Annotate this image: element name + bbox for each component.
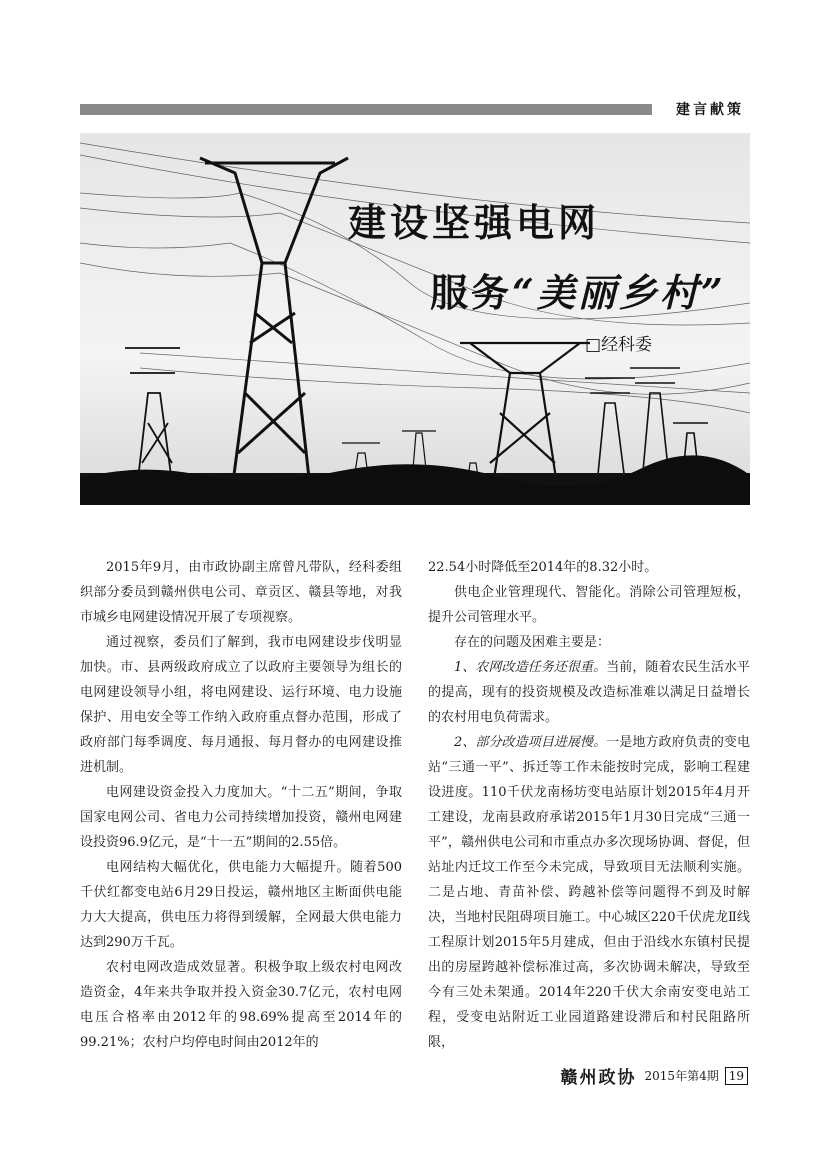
title-prefix: 服务: [430, 270, 513, 315]
paragraph: 电网建设资金投入力度加大。“十二五”期间，争取国家电网公司、省电力公司持续增加投资，赣州电网建设投资96.9亿元，是“十一五”期间的2.55倍。: [80, 785, 402, 850]
title-quoted: “美丽乡村”: [512, 270, 726, 315]
page-number: 19: [725, 1067, 748, 1085]
paragraph: 供电企业管理现代、智能化。消除公司管理短板，提升公司管理水平。: [428, 585, 750, 625]
paragraph: 22.54小时降低至2014年的8.32小时。: [428, 560, 658, 575]
byline-box: □: [585, 335, 602, 355]
issue-label: 2015年第4期: [644, 1069, 719, 1083]
paragraph: 农村电网改造成效显著。积极争取上级农村电网改造资金，4年来共争取并投入资金30.7亿元，农村电网电压合格率由2012年的98.69%提高至2014年的99.21%；农村户均停电时间由2012年的: [80, 960, 402, 1050]
paragraph: [428, 655, 750, 730]
page-footer: [561, 1063, 748, 1088]
header-rule: [80, 104, 652, 115]
paragraph: [428, 730, 750, 1055]
issue-heading-2: 2、部分改造项目进展慢。: [454, 735, 607, 750]
paragraph: 电网结构大幅优化，供电能力大幅提升。随着500千伏红都变电站6月29日投运，赣州地区主断面供电能力大大提高，供电压力将得到缓解，全网最大供电能力达到290万千瓦。: [80, 860, 402, 950]
paragraph: 2015年9月，由市政协副主席曾凡带队，经科委组织部分委员到赣州供电公司、章贡区、赣县等地，对我市城乡电网建设情况开展了专项视察。: [80, 560, 402, 625]
article-title-line1: 建设坚强电网: [348, 200, 601, 245]
hero-photo: [80, 133, 750, 505]
issue-body-2: 一是地方政府负责的变电站“三通一平”、拆迁等工作未能按时完成，影响工程建设进度。110千伏龙南杨坊变电站原计划2015年4月开工建设，龙南县政府承诺2015年1月30日完成“三通一平”，赣州供电公司和市重点办多次现场协调、督促，但站址内迁坟工作至今未完成，导致项目无法顺利实施。二是占地、青苗补偿、跨越补偿等问题得不到及时解决，当地村民阻碍项目施工。中心城区220千伏虎龙Ⅱ线工程原计划2015年5月建成，但由于沿线水东镇村民提出的房屋跨越补偿标准过高，多次协调未解决，导致至今有三处未架通。2014年220千伏大余南安变电站工程，受变电站附近工业园道路建设滞后和村民阻路所限，: [428, 735, 750, 1050]
section-tag: 建言献策: [676, 102, 744, 118]
byline-author: 经科委: [601, 335, 653, 355]
issue-heading-1: 1、农网改造任务还很重。: [454, 660, 607, 675]
issue-body-1: 当前，随着农民生活水平的提高，现有的投资规模及改造标准难以满足日益增长的农村用电负荷需求。: [428, 660, 750, 725]
article-right-column: [428, 555, 750, 1055]
magazine-name: 赣州政协: [560, 1068, 637, 1088]
paragraph: 通过视察，委员们了解到，我市电网建设步伐明显加快。市、县两级政府成立了以政府主要领导为组长的电网建设领导小组，将电网建设、运行环境、电力设施保护、用电安全等工作纳入政府重点督办范围，形成了政府部门每季调度、每月通报、每月督办的电网建设推进机制。: [80, 635, 402, 775]
article-left-column: [80, 555, 402, 1055]
paragraph: 存在的问题及困难主要是：: [454, 635, 611, 650]
byline: [585, 330, 652, 355]
article-title-line2: [430, 262, 726, 317]
